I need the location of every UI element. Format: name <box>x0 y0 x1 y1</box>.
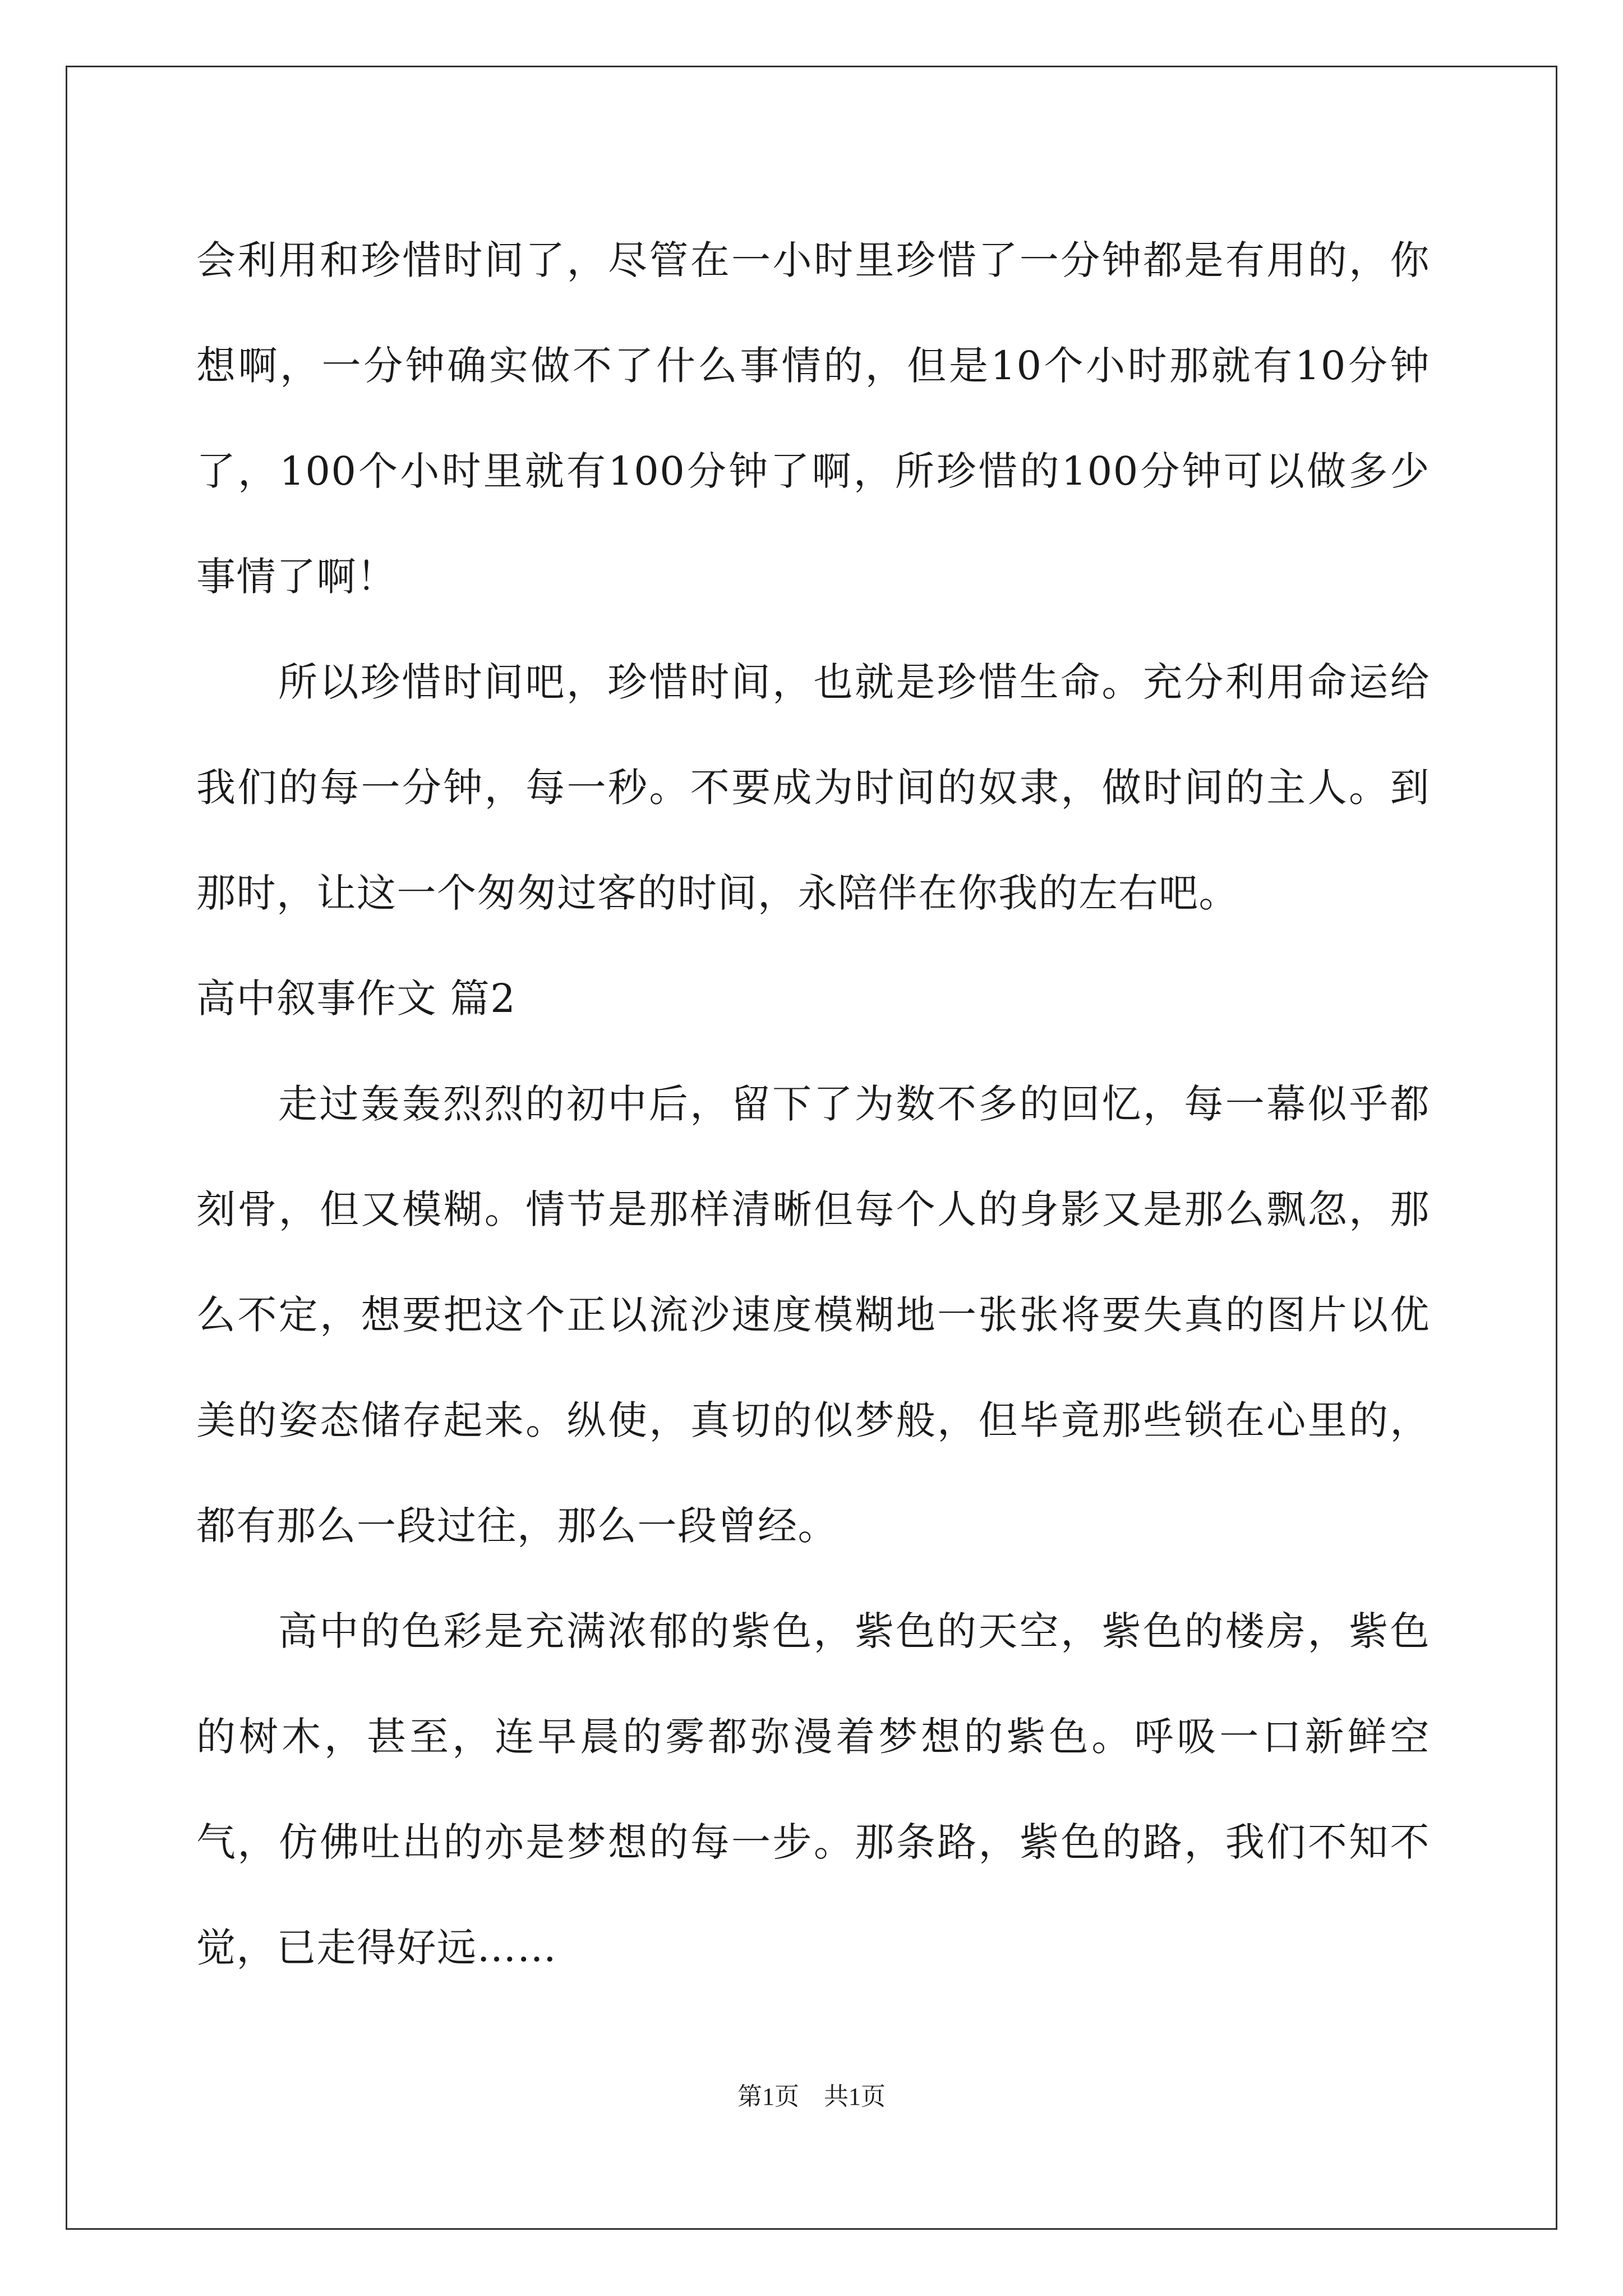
document-body <box>196 208 1430 2000</box>
page-footer <box>0 2080 1623 2114</box>
page-number: 第1页 <box>737 2083 799 2110</box>
paragraph-4: 高中的色彩是充满浓郁的紫色，紫色的天空，紫色的楼房，紫色的树木，甚至，连早晨的雾都弥漫着梦想的紫色。呼吸一口新鲜空气，仿佛吐出的亦是梦想的每一步。那条路，紫色的路，我们不知不觉，已走得好远…… <box>196 1608 1430 1971</box>
page-total: 共1页 <box>824 2083 886 2110</box>
section-heading: 高中叙事作文 篇2 <box>196 976 517 1022</box>
paragraph-3: 走过轰轰烈烈的初中后，留下了为数不多的回忆，每一幕似乎都刻骨，但又模糊。情节是那样清晰但每个人的身影又是那么飘忽，那么不定，想要把这个正以流沙速度模糊地一张张将要失真的图片以优美的姿态储存起来。纵使，真切的似梦般，但毕竟那些锁在心里的，都有那么一段过往，那么一段曾经。 <box>196 1081 1430 1549</box>
paragraph-1: 会利用和珍惜时间了，尽管在一小时里珍惜了一分钟都是有用的，你想啊，一分钟确实做不了什么事情的，但是10个小时那就有10分钟了，100个小时里就有100分钟了啊，所珍惜的100分钟可以做多少事情了啊！ <box>196 237 1430 600</box>
paragraph-2: 所以珍惜时间吧，珍惜时间，也就是珍惜生命。充分利用命运给我们的每一分钟，每一秒。不要成为时间的奴隶，做时间的主人。到那时，让这一个匆匆过客的时间，永陪伴在你我的左右吧。 <box>196 659 1430 916</box>
